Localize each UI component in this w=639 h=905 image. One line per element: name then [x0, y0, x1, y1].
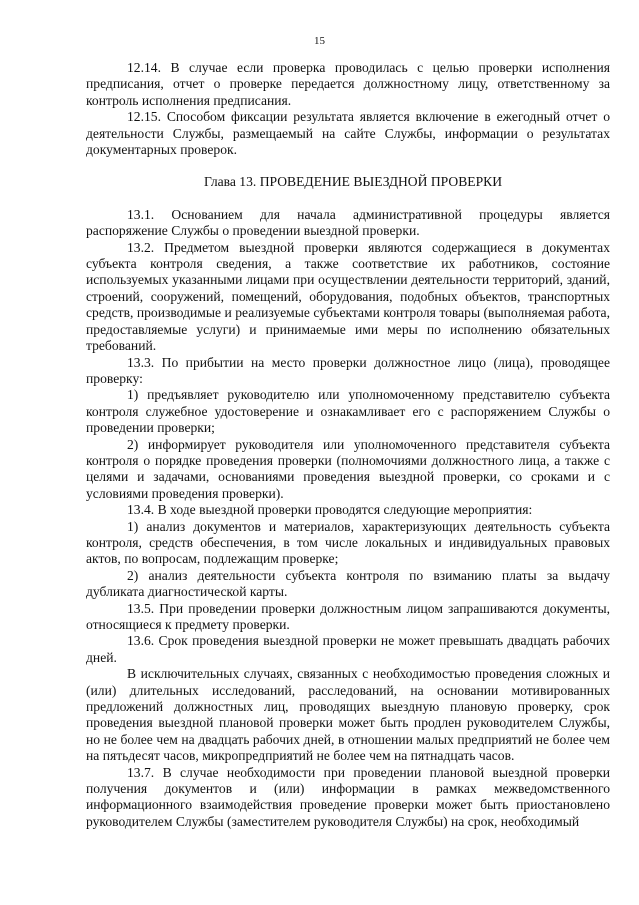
paragraph-13-2: 13.2. Предметом выездной проверки являются содержащиеся в документах субъекта контроля сведения, а также соответствие их работников, состояние используемых указанными лицами при осуществлении деятельности территорий, зданий, строений, сооружений, помещений, оборудования, подобных объектов, транспортных средств, производимые и реализуемые субъектами контроля товары (выполняемая работа, предоставляемые услуги) и принимаемые ими меры по исполнению обязательных требований. [86, 239, 610, 354]
paragraph-13-3-item-1: 1) предъявляет руководителю или уполномоченному представителю субъекта контроля служебное удостоверение и ознакамливает его с распоряжением Службы о проведении проверки; [86, 387, 610, 436]
page-number: 15 [314, 35, 325, 47]
paragraph-13-6-exceptions: В исключительных случаях, связанных с необходимостью проведения сложных и (или) длительных исследований, расследований, на основании мотивированных предложений должностных лиц, проводящих выездную плановую проверку, срок проведения выездной плановой проверки может быть продлен руководителем Службы, но не более чем на двадцать рабочих дней, в отношении малых предприятий не более чем на пятьдесят часов, микропредприятий не более чем на пятнадцать часов. [86, 666, 610, 764]
paragraph-12-14: 12.14. В случае если проверка проводилась с целью проверки исполнения предписания, отчет о проверке передается должностному лицу, ответственному за контроль исполнения предписания. [86, 60, 610, 108]
paragraph-13-5: 13.5. При проведении проверки должностным лицом запрашиваются документы, относящиеся к предмету проверки. [86, 600, 610, 632]
paragraph-13-3: 13.3. По прибытии на место проверки должностное лицо (лица), проводящее проверку: [86, 354, 610, 386]
paragraph-13-7: 13.7. В случае необходимости при проведении плановой выездной проверки получения документов и (или) информации в рамках межведомственного информационного взаимодействия проведение проверки может быть приостановлено руководителем Службы (заместителем руководителя Службы) на срок, необходимый [86, 764, 610, 829]
chapter-heading: Глава 13. ПРОВЕДЕНИЕ ВЫЕЗДНОЙ ПРОВЕРКИ [203, 174, 503, 190]
document-body [86, 60, 610, 830]
paragraph-13-4: 13.4. В ходе выездной проверки проводятся следующие мероприятия: [127, 502, 533, 518]
paragraph-13-3-item-2: 2) информирует руководителя или уполномоченного представителя субъекта контроля о порядке проведения проверки (полномочиями должностного лица, а также с целями и задачами, основаниями проведения выездной проверки, со сроками и с условиями проведения проверки). [86, 436, 610, 501]
paragraph-12-15: 12.15. Способом фиксации результата является включение в ежегодный отчет о деятельности Службы, размещаемый на сайте Службы, информации о результатах документарных проверок. [86, 109, 610, 158]
paragraph-13-4-item-1: 1) анализ документов и материалов, характеризующих деятельность субъекта контроля, средств обеспечения, в том числе локальных и индивидуальных правовых актов, по вопросам, подлежащим проверке; [86, 518, 610, 567]
paragraph-13-1: 13.1. Основанием для начала административной процедуры является распоряжение Службы о проведении выездной проверки. [86, 206, 610, 239]
paragraph-13-6: 13.6. Срок проведения выездной проверки не может превышать двадцать рабочих дней. [86, 633, 610, 665]
paragraph-13-4-item-2: 2) анализ деятельности субъекта контроля по взиманию платы за выдачу дубликата диагностической карты. [86, 567, 610, 600]
